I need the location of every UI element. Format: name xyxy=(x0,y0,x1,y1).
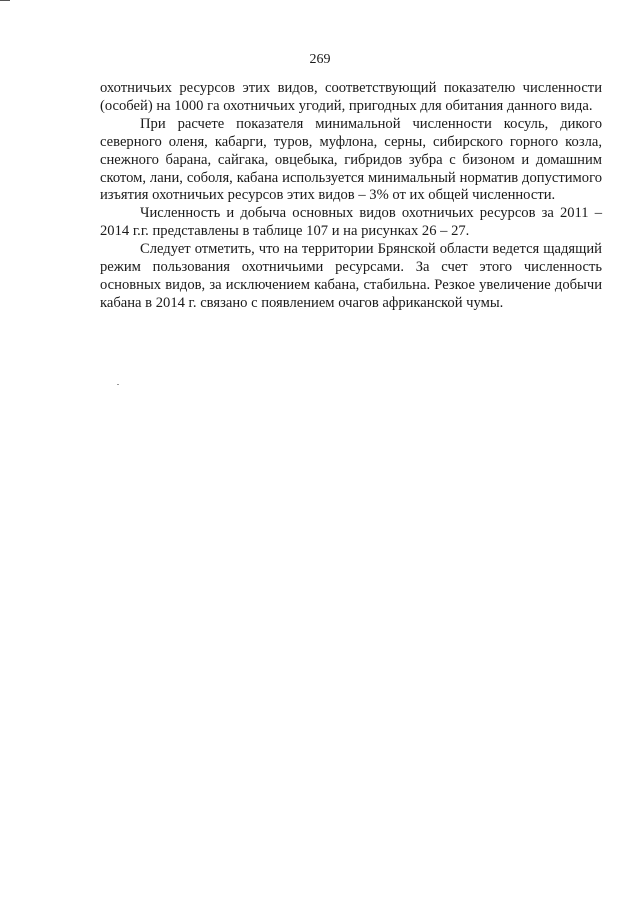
document-body xyxy=(100,80,602,313)
scan-corner-mark xyxy=(0,0,10,1)
paragraph-minimal-population: При расчете показателя минимальной численности косуль, дикого северного оленя, кабарги, туров, муфлона, серны, сибирского горного козла, снежного барана, сайгака, овцебыка, гибридов зубра с бизоном и домашним скотом, лани, соболя, кабана используется минимальный норматив допустимого изъятия охотничьих ресурсов этих видов – 3% от их общей численности. xyxy=(100,115,602,204)
paragraph-bryansk-region: Следует отметить, что на территории Брянской области ведется щадящий режим пользования охотничьими ресурсами. За счет этого численность основных видов, за исключением кабана, стабильна. Резкое увеличение добычи кабана в 2014 г. связано с появлением очагов африканской чумы. xyxy=(100,241,602,311)
page-number: 269 xyxy=(309,52,331,67)
scan-artifact xyxy=(117,384,119,385)
paragraph-population-and-harvest: Численность и добыча основных видов охотничьих ресурсов за 2011 – 2014 г.г. представлены в таблице 107 и на рисунках 26 – 27. xyxy=(100,205,602,240)
paragraph-continuation: охотничьих ресурсов этих видов, соответствующий показателю численности (особей) на 1000 га охотничьих угодий, пригодных для обитания данного вида. xyxy=(100,80,602,114)
